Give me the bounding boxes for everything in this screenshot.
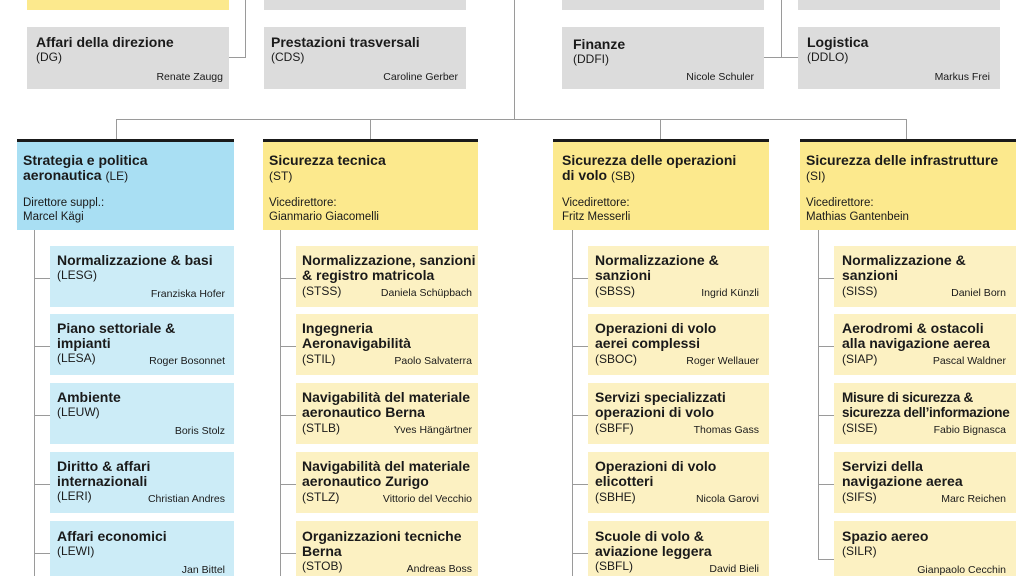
sub-unit-code: (SISE) <box>842 421 878 435</box>
sub-unit-box <box>834 452 1016 513</box>
sub-unit-title <box>595 321 716 351</box>
sub-unit-title <box>57 253 213 268</box>
division-head-name: Fritz Messerli <box>562 211 631 223</box>
sub-unit-title-line: Aeronavigabilità <box>302 335 411 351</box>
sub-unit-title-line: Organizzazioni tecniche <box>302 528 462 544</box>
sub-unit-code: (SIAP) <box>842 352 878 366</box>
staff-unit-box <box>798 27 1000 89</box>
sub-unit-title-line: Normalizzazione, sanzioni <box>302 252 476 268</box>
person-name: Paolo Salvaterra <box>394 355 472 367</box>
sub-unit-title <box>842 529 928 544</box>
sub-unit-box <box>50 452 234 513</box>
sub-unit-title-line: aviazione leggera <box>595 543 712 559</box>
connector-line <box>280 484 296 485</box>
sub-unit-title <box>302 390 470 420</box>
division-head-name: Gianmario Giacomelli <box>269 211 379 223</box>
sub-unit-title-line: elicotteri <box>595 473 654 489</box>
connector-line <box>572 484 588 485</box>
person-name: Boris Stolz <box>174 425 225 437</box>
person-name: Vittorio del Vecchio <box>382 493 472 505</box>
person-name: Caroline Gerber <box>383 71 458 83</box>
sub-unit-title-line: Misure di sicurezza & <box>842 390 973 405</box>
sub-unit-code: (LESA) <box>57 351 96 365</box>
connector-line <box>280 346 296 347</box>
sub-unit-box <box>588 246 769 307</box>
sub-unit-title <box>57 390 121 405</box>
sub-unit-title-line: Navigabilità del materiale <box>302 458 471 474</box>
sub-unit-title-line: Servizi della <box>842 458 923 474</box>
sub-unit-title-line: Normalizzazione & <box>842 252 966 268</box>
person-name: Marc Reichen <box>941 493 1006 505</box>
connector-line <box>818 278 834 279</box>
person-name: Markus Frei <box>934 71 990 83</box>
sub-unit-code: (SILR) <box>842 544 877 558</box>
connector-line <box>572 415 588 416</box>
sub-unit-title-line: Operazioni di volo <box>595 320 717 336</box>
sub-unit-title <box>595 390 726 420</box>
connector-line <box>34 278 50 279</box>
person-name: Roger Bosonnet <box>149 355 225 367</box>
division-code: (LE) <box>105 169 129 183</box>
sub-unit-box <box>834 521 1016 576</box>
connector-line <box>370 119 371 140</box>
sub-unit-code: (SISS) <box>842 284 878 298</box>
staff-unit-box <box>562 27 764 89</box>
division-title-line: Strategia e politica <box>23 152 148 168</box>
division-code: (SB) <box>611 169 636 183</box>
sub-unit-title <box>302 253 475 283</box>
sub-unit-title-line: Affari economici <box>57 528 167 544</box>
person-name: Fabio Bignasca <box>933 424 1006 436</box>
unit-code: (CDS) <box>271 50 305 64</box>
division-title-line: Sicurezza delle infrastrutture <box>806 152 999 168</box>
division-header <box>800 139 1016 230</box>
person-name: Nicola Garovi <box>695 493 759 505</box>
sub-unit-title-line: & registro matricola <box>302 267 435 283</box>
person-name: Jan Bittel <box>181 564 225 576</box>
top-box <box>264 0 466 10</box>
sub-unit-box <box>50 314 234 375</box>
sub-unit-box <box>296 452 478 513</box>
division-head-name: Mathias Gantenbein <box>806 211 909 223</box>
person-name: David Bieli <box>709 563 759 575</box>
connector-line <box>572 278 588 279</box>
connector-line <box>34 230 35 576</box>
sub-unit-title <box>302 459 470 489</box>
person-name: Daniel Born <box>951 287 1006 299</box>
connector-line <box>818 230 819 560</box>
sub-unit-title-line: Servizi specializzati <box>595 389 726 405</box>
person-name: Yves Hängärtner <box>393 424 472 436</box>
unit-code: (DG) <box>36 50 62 64</box>
sub-unit-code: (LEWI) <box>57 544 95 558</box>
sub-unit-code: (SBFF) <box>595 421 634 435</box>
sub-unit-title <box>57 459 150 489</box>
connector-line <box>818 559 834 560</box>
division-header <box>17 139 234 230</box>
sub-unit-code: (SBHE) <box>595 490 636 504</box>
sub-unit-title-line: internazionali <box>57 473 148 489</box>
unit-code: (DDFI) <box>573 52 609 66</box>
sub-unit-title-line: Scuole di volo & <box>595 528 704 544</box>
sub-unit-title-line: Ambiente <box>57 389 121 405</box>
division-title-line: di volo <box>562 167 608 183</box>
connector-line <box>818 346 834 347</box>
unit-title: Affari della direzione <box>36 34 174 50</box>
connector-line <box>245 0 246 58</box>
sub-unit-code: (SBSS) <box>595 284 636 298</box>
sub-unit-title-line: Piano settoriale & <box>57 320 176 336</box>
connector-line <box>280 553 296 554</box>
division-code: (ST) <box>269 169 293 183</box>
connector-line <box>34 553 50 554</box>
sub-unit-title-line: Berna <box>302 543 342 559</box>
staff-unit-box <box>264 27 466 89</box>
sub-unit-code: (LERI) <box>57 489 92 503</box>
sub-unit-title-line: aeronautico Berna <box>302 404 425 420</box>
sub-unit-box <box>296 246 478 307</box>
unit-title: Finanze <box>573 36 626 52</box>
person-name: Andreas Boss <box>406 563 472 575</box>
sub-unit-title <box>595 253 719 283</box>
sub-unit-title <box>842 390 1009 420</box>
person-name: Christian Andres <box>147 493 225 505</box>
sub-unit-title-line: Ingegneria <box>302 320 373 336</box>
person-name: Ingrid Künzli <box>701 287 759 299</box>
division-role: Direttore suppl.: <box>23 197 105 209</box>
sub-unit-title <box>842 321 990 351</box>
sub-unit-code: (STOB) <box>302 559 343 573</box>
sub-unit-title-line: Operazioni di volo <box>595 458 717 474</box>
sub-unit-title-line: sanzioni <box>595 267 652 283</box>
sub-unit-box <box>834 383 1016 444</box>
person-name: Thomas Gass <box>693 424 759 436</box>
connector-line <box>572 553 588 554</box>
division-title-line: aeronautica <box>23 167 102 183</box>
sub-unit-title <box>595 459 716 489</box>
sub-unit-box <box>588 383 769 444</box>
sub-unit-box <box>588 314 769 375</box>
division-title-line: Sicurezza delle operazioni <box>562 152 737 168</box>
sub-unit-box <box>50 246 234 307</box>
sub-unit-box <box>834 314 1016 375</box>
connector-line <box>818 484 834 485</box>
sub-unit-code: (LEUW) <box>57 405 100 419</box>
sub-unit-code: (SBOC) <box>595 352 637 366</box>
sub-unit-title-line: Normalizzazione & <box>595 252 719 268</box>
connector-line <box>116 119 117 140</box>
unit-title: Logistica <box>807 34 869 50</box>
sub-unit-title <box>842 459 963 489</box>
connector-line <box>116 119 906 120</box>
connector-line <box>906 119 907 140</box>
sub-unit-title-line: operazioni di volo <box>595 404 715 420</box>
sub-unit-box <box>296 521 478 576</box>
sub-unit-title <box>595 529 712 559</box>
sub-unit-title <box>842 253 966 283</box>
person-name: Daniela Schüpbach <box>380 287 472 299</box>
sub-unit-title-line: alla navigazione aerea <box>842 335 990 351</box>
connector-line <box>280 415 296 416</box>
sub-unit-box <box>50 521 234 576</box>
connector-line <box>34 415 50 416</box>
sub-unit-code: (STLZ) <box>302 490 340 504</box>
sub-unit-title-line: sicurezza dell’informazione <box>842 405 1010 420</box>
division-title <box>23 153 147 183</box>
division-title <box>269 153 386 183</box>
division-title <box>806 153 998 183</box>
sub-unit-code: (STSS) <box>302 284 342 298</box>
person-name: Roger Wellauer <box>686 355 759 367</box>
connector-line <box>572 230 573 576</box>
connector-line <box>34 346 50 347</box>
sub-unit-title-line: aerei complessi <box>595 335 701 351</box>
division-title <box>562 153 736 183</box>
person-name: Franziska Hofer <box>150 288 225 300</box>
sub-unit-code: (SBFL) <box>595 559 634 573</box>
connector-line <box>229 57 245 58</box>
sub-unit-title-line: Spazio aereo <box>842 528 929 544</box>
connector-line <box>660 119 661 140</box>
connector-line <box>34 484 50 485</box>
sub-unit-title-line: navigazione aerea <box>842 473 963 489</box>
sub-unit-title-line: Diritto & affari <box>57 458 151 474</box>
connector-line <box>764 57 798 58</box>
sub-unit-code: (LESG) <box>57 268 98 282</box>
sub-unit-title-line: Aerodromi & ostacoli <box>842 320 984 336</box>
person-name: Renate Zaugg <box>156 71 223 83</box>
sub-unit-box <box>50 383 234 444</box>
top-box <box>27 0 229 10</box>
top-box <box>562 0 764 10</box>
division-role: Vicedirettore: <box>562 197 630 209</box>
sub-unit-title <box>57 321 175 351</box>
top-box <box>798 0 1000 10</box>
division-title-line: Sicurezza tecnica <box>269 152 386 168</box>
sub-unit-title-line: Navigabilità del materiale <box>302 389 471 405</box>
connector-line <box>781 0 782 58</box>
sub-unit-title <box>57 529 167 544</box>
sub-unit-code: (STIL) <box>302 352 336 366</box>
sub-unit-title-line: Normalizzazione & basi <box>57 252 213 268</box>
unit-code: (DDLO) <box>807 50 849 64</box>
sub-unit-code: (SIFS) <box>842 490 877 504</box>
staff-unit-box <box>27 27 229 89</box>
sub-unit-title <box>302 321 411 351</box>
division-role: Vicedirettore: <box>806 197 874 209</box>
sub-unit-title <box>302 529 461 559</box>
division-code: (SI) <box>806 169 826 183</box>
connector-line <box>280 230 281 576</box>
sub-unit-title-line: sanzioni <box>842 267 899 283</box>
person-name: Nicole Schuler <box>686 71 754 83</box>
sub-unit-title-line: aeronautico Zurigo <box>302 473 429 489</box>
division-role: Vicedirettore: <box>269 197 337 209</box>
unit-title: Prestazioni trasversali <box>271 34 420 50</box>
division-header <box>263 139 478 230</box>
connector-line <box>514 0 515 120</box>
person-name: Pascal Waldner <box>932 355 1006 367</box>
sub-unit-box <box>296 314 478 375</box>
connector-line <box>572 346 588 347</box>
connector-line <box>280 278 296 279</box>
division-head-name: Marcel Kägi <box>23 211 84 223</box>
division-header <box>553 139 769 230</box>
sub-unit-box <box>834 246 1016 307</box>
person-name: Gianpaolo Cecchin <box>917 564 1006 576</box>
sub-unit-code: (STLB) <box>302 421 341 435</box>
sub-unit-box <box>588 521 769 576</box>
sub-unit-title-line: impianti <box>57 335 111 351</box>
connector-line <box>818 415 834 416</box>
sub-unit-box <box>588 452 769 513</box>
sub-unit-box <box>296 383 478 444</box>
